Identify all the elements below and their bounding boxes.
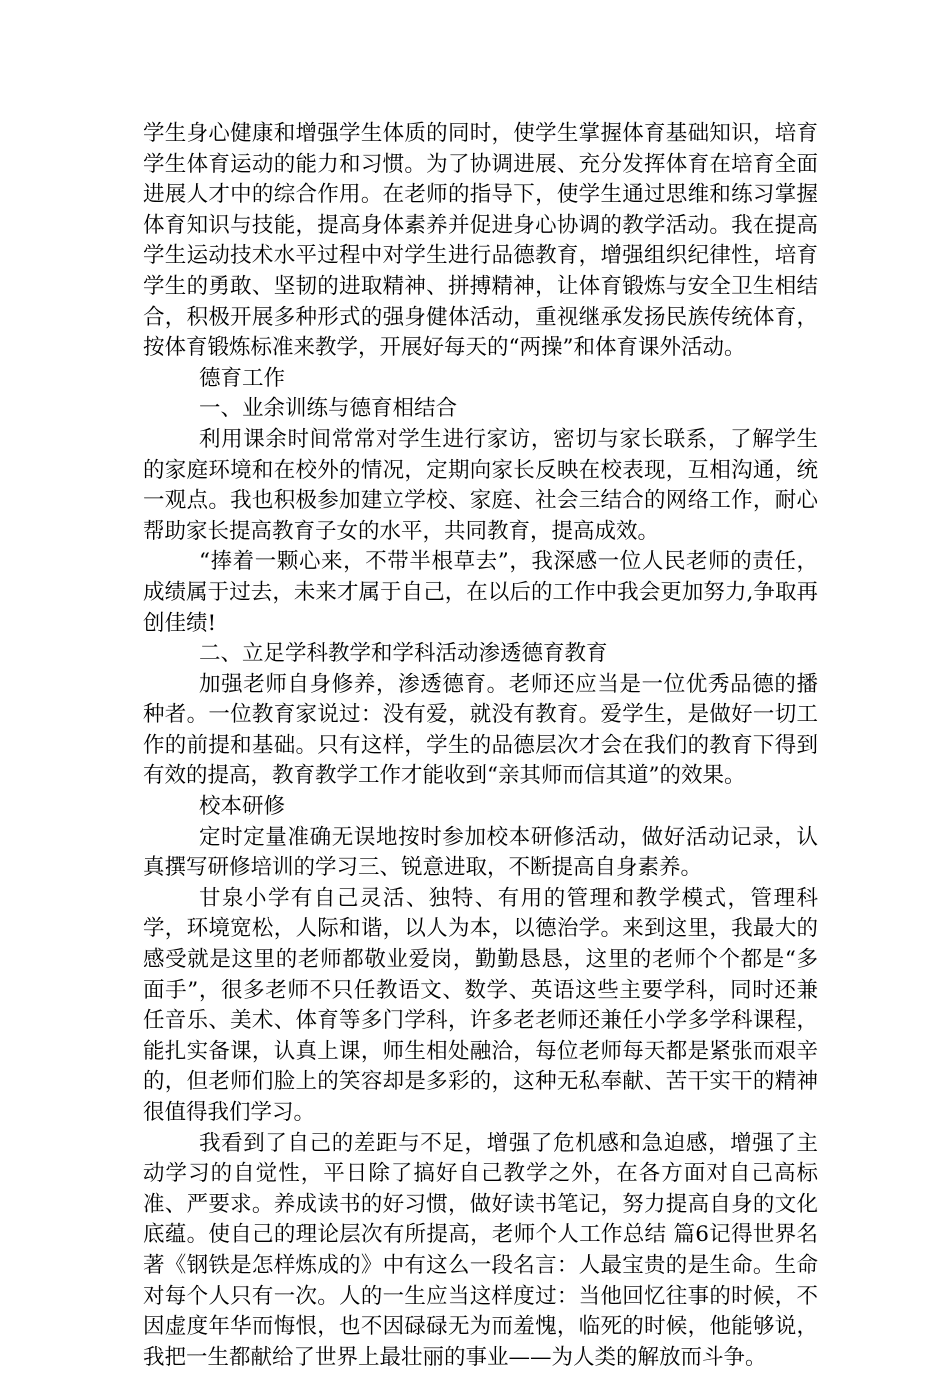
paragraph-home-visits: 利用课余时间常常对学生进行家访，密切与家长联系，了解学生的家庭环境和在校外的情况，定期向家长反映在校表现，互相沟通，统一观点。我也积极参加建立学校、家庭、社会三结合的网络工作，耐心帮助家长提高教育子女的水平，共同教育，提高成效。	[143, 426, 818, 544]
paragraph-continuation: 学生身心健康和增强学生体质的同时，使学生掌握体育基础知识，培育学生体育运动的能力和习惯。为了协调进展、充分发挥体育在培育全面进展人才中的综合作用。在老师的指导下，使学生通过思维和练习掌握体育知识与技能，提高身体素养并促进身心协调的教学活动。我在提高学生运动技术水平过程中对学生进行品德教育，增强组织纪律性，培育学生的勇敢、坚韧的进取精神、拼搏精神，让体育锻炼与安全卫生相结合，积极开展多种形式的强身健体活动，重视继承发扬民族传统体育，按体育锻炼标准来教学，开展好每天的“两操”和体育课外活动。	[143, 121, 818, 361]
subheading-subject-teaching: 二、立足学科教学和学科活动渗透德育教育	[199, 641, 608, 667]
subheading-training-and-moral: 一、业余训练与德育相结合	[199, 396, 458, 422]
paragraph-quote: “捧着一颗心来，不带半根草去”，我深感一位人民老师的责任，成绩属于过去，未来才属于自己，在以后的工作中我会更加努力,争取再创佳绩!	[143, 549, 818, 636]
document-page	[143, 119, 818, 1373]
section-heading-moral-education: 德育工作	[199, 365, 286, 391]
section-heading-school-research: 校本研修	[199, 794, 286, 820]
paragraph-teacher-cultivation: 加强老师自身修养，渗透德育。老师还应当是一位优秀品德的播种者。一位教育家说过：没有爱，就没有教育。爱学生，是做好一切工作的前提和基础。只有这样，学生的品德层次才会在我们的教育下得到有效的提高，教育教学工作才能收到“亲其师而信其道”的效果。	[143, 671, 818, 789]
paragraph-research-activity: 定时定量准确无误地按时参加校本研修活动，做好活动记录，认真撰写研修培训的学习三、锐意进取，不断提高自身素养。	[143, 824, 818, 881]
paragraph-ganquan-school: 甘泉小学有自己灵活、独特、有用的管理和教学模式，管理科学，环境宽松，人际和谐，以人为本，以德治学。来到这里，我最大的感受就是这里的老师都敬业爱岗，勤勤恳恳，这里的老师个个都是“多面手”，很多老师不只任教语文、数学、英语这些主要学科，同时还兼任音乐、美术、体育等多门学科，许多老老师还兼任小学多学科课程，能扎实备课，认真上课，师生相处融洽，每位老师每天都是紧张而艰辛的，但老师们脸上的笑容却是多彩的，这种无私奉献、苦干实干的精神很值得我们学习。	[143, 885, 818, 1125]
paragraph-self-improvement: 我看到了自己的差距与不足，增强了危机感和急迫感，增强了主动学习的自觉性，平日除了搞好自己教学之外，在各方面对自己高标准、严要求。养成读书的好习惯，做好读书笔记，努力提高自身的文化底蕴。使自己的理论层次有所提高，老师个人工作总结 篇6记得世界名著《钢铁是怎样炼成的》中有这么一段名言：人最宝贵的是生命。生命对每个人只有一次。人的一生应当这样度过：当他回忆往事的时候，不因虚度年华而悔恨，也不因碌碌无为而羞愧，临死的时候，他能够说，我把一生都献给了世界上最壮丽的事业——为人类的解放而斗争。	[143, 1130, 818, 1370]
